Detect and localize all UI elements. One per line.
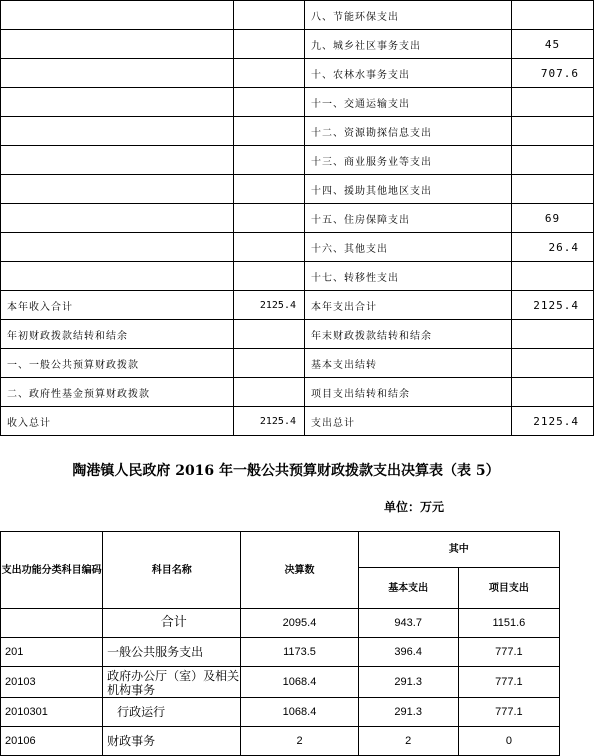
expenditure-item: 九、城乡社区事务支出	[305, 30, 512, 59]
income-item: 二、政府性基金预算财政拨款	[1, 378, 234, 407]
row-basic: 2	[358, 727, 458, 756]
table-row	[1, 320, 594, 349]
expenditure-item: 项目支出结转和结余	[305, 378, 512, 407]
header-project: 项目支出	[458, 568, 559, 609]
expenditure-amount	[512, 146, 594, 175]
income-item: 收入总计	[1, 407, 234, 436]
expenditure-item: 十三、商业服务业等支出	[305, 146, 512, 175]
income-amount	[234, 233, 305, 262]
row-basic: 291.3	[358, 667, 458, 698]
row-code	[1, 609, 103, 638]
income-amount	[234, 349, 305, 378]
header-code: 支出功能分类科目编码	[1, 532, 103, 609]
expenditure-item: 本年支出合计	[305, 291, 512, 320]
expenditure-amount	[512, 1, 594, 30]
income-amount	[234, 175, 305, 204]
row-name: 政府办公厅（室）及相关机构事务	[103, 667, 241, 698]
row-project: 777.1	[458, 698, 559, 727]
row-project: 777.1	[458, 667, 559, 698]
expenditure-item: 八、节能环保支出	[305, 1, 512, 30]
income-amount	[234, 30, 305, 59]
row-name: 行政运行	[103, 698, 241, 727]
expenditure-amount	[512, 175, 594, 204]
expenditure-amount	[512, 262, 594, 291]
row-total: 1068.4	[241, 698, 358, 727]
table-row	[1, 233, 594, 262]
income-item	[1, 146, 234, 175]
expenditure-amount	[512, 378, 594, 407]
header-group: 其中	[358, 532, 559, 568]
row-code: 2010301	[1, 698, 103, 727]
table-row	[1, 146, 594, 175]
income-amount	[234, 59, 305, 88]
income-amount	[234, 88, 305, 117]
expenditure-amount	[512, 117, 594, 146]
table-row	[1, 262, 594, 291]
income-item: 一、一般公共预算财政拨款	[1, 349, 234, 378]
table5-title: 陶港镇人民政府 2016 年一般公共预算财政拨款支出决算表（表 5）	[72, 463, 500, 479]
expenditure-amount	[512, 320, 594, 349]
income-item	[1, 175, 234, 204]
table-row	[1, 698, 560, 727]
income-amount	[234, 204, 305, 233]
expenditure-amount: 45	[512, 30, 594, 59]
expenditure-item: 支出总计	[305, 407, 512, 436]
income-amount	[234, 146, 305, 175]
expenditure-item: 年末财政拨款结转和结余	[305, 320, 512, 349]
table-row	[1, 609, 560, 638]
income-item	[1, 117, 234, 146]
income-amount	[234, 262, 305, 291]
expenditure-amount: 2125.4	[512, 407, 594, 436]
expenditure-item: 十、农林水事务支出	[305, 59, 512, 88]
income-item	[1, 1, 234, 30]
header-row	[1, 532, 560, 568]
row-code: 201	[1, 638, 103, 667]
table-row	[1, 727, 560, 756]
income-amount: 2125.4	[234, 291, 305, 320]
row-total: 2	[241, 727, 358, 756]
expenditure-item: 十七、转移性支出	[305, 262, 512, 291]
row-name: 一般公共服务支出	[103, 638, 241, 667]
income-amount	[234, 1, 305, 30]
row-basic: 943.7	[358, 609, 458, 638]
income-amount	[234, 117, 305, 146]
income-amount	[234, 320, 305, 349]
income-amount	[234, 378, 305, 407]
expenditure-item: 十一、交通运输支出	[305, 88, 512, 117]
income-item	[1, 233, 234, 262]
expenditure-table-5	[0, 531, 560, 756]
expenditure-amount	[512, 349, 594, 378]
expenditure-amount: 707.6	[512, 59, 594, 88]
table-row	[1, 30, 594, 59]
row-code: 20103	[1, 667, 103, 698]
income-amount: 2125.4	[234, 407, 305, 436]
header-name: 科目名称	[103, 532, 241, 609]
expenditure-item: 十二、资源勘探信息支出	[305, 117, 512, 146]
row-basic: 291.3	[358, 698, 458, 727]
table-row	[1, 88, 594, 117]
table-row	[1, 175, 594, 204]
income-item	[1, 204, 234, 233]
income-item: 本年收入合计	[1, 291, 234, 320]
row-code: 20106	[1, 727, 103, 756]
header-basic: 基本支出	[358, 568, 458, 609]
income-item	[1, 59, 234, 88]
row-name: 财政事务	[103, 727, 241, 756]
table-row	[1, 1, 594, 30]
table-row	[1, 638, 560, 667]
row-project: 1151.6	[458, 609, 559, 638]
expenditure-amount: 2125.4	[512, 291, 594, 320]
expenditure-item: 十六、其他支出	[305, 233, 512, 262]
expenditure-amount: 26.4	[512, 233, 594, 262]
expenditure-item: 十四、援助其他地区支出	[305, 175, 512, 204]
table-row	[1, 204, 594, 233]
table-row	[1, 59, 594, 88]
row-project: 777.1	[458, 638, 559, 667]
table-row	[1, 117, 594, 146]
expenditure-item: 基本支出结转	[305, 349, 512, 378]
row-project: 0	[458, 727, 559, 756]
table-row	[1, 291, 594, 320]
income-item	[1, 30, 234, 59]
expenditure-item: 十五、住房保障支出	[305, 204, 512, 233]
table-row	[1, 667, 560, 698]
income-item: 年初财政拨款结转和结余	[1, 320, 234, 349]
header-total: 决算数	[241, 532, 358, 609]
expenditure-amount: 69	[512, 204, 594, 233]
table-row	[1, 407, 594, 436]
expenditure-amount	[512, 88, 594, 117]
row-name: 合计	[103, 609, 241, 638]
row-basic: 396.4	[358, 638, 458, 667]
income-item	[1, 262, 234, 291]
row-total: 2095.4	[241, 609, 358, 638]
table-row	[1, 378, 594, 407]
income-item	[1, 88, 234, 117]
unit-label: 单位：万元	[384, 500, 445, 514]
row-total: 1068.4	[241, 667, 358, 698]
row-total: 1173.5	[241, 638, 358, 667]
table-row	[1, 349, 594, 378]
